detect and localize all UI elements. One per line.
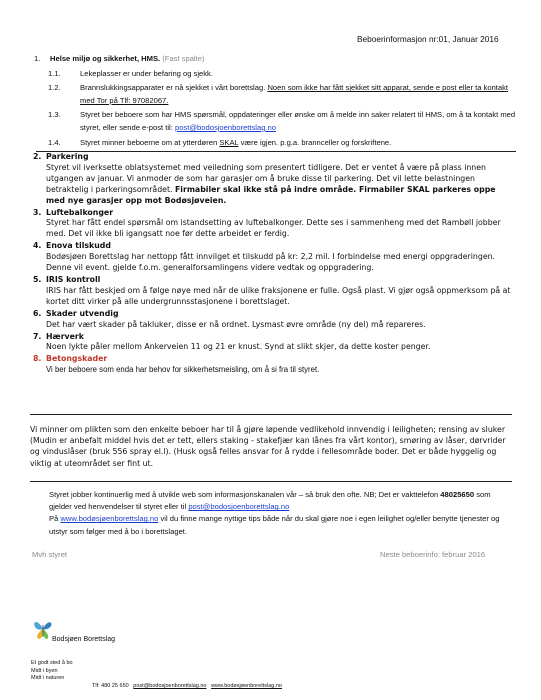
section-title: IRIS kontroll [46, 274, 101, 284]
section-body: Vi ber beboere som enda har behov for sikkerhetsmeisling, om å si fra til styret. [46, 365, 320, 375]
section-body: Styret har fått endel spørsmål om istandsetting av luftebalkonger. Dette ses i sammenheng med det Rambøll jobber med. Det vil ikke bli igangsatt noe før dette arbeidet er ferdig. [46, 218, 501, 239]
section-title: Luftebalkonger [46, 207, 114, 217]
section-body: Styret vil iverksette oblatsystemet med veiledning som presentert tidligere. Det er ventet å være på plass innen utgangen av januar. Vi anmoder de som har garasjer om å bruke disse til parkering. Det vil lette belastningen betraktelig i parkeringsområdet. [46, 162, 486, 194]
section-betongskader [30, 354, 513, 376]
newsletter-header: Beboerinformasjon nr:01, Januar 2016 [357, 34, 499, 44]
section-number: 7. [33, 331, 42, 341]
section-hms [30, 53, 516, 152]
section-number: 3. [33, 207, 42, 217]
section-title: Skader utvendig [46, 308, 119, 318]
section-body: Bodøsjøen Borettslag har nettopp fått innvilget et tilskudd på kr: 2,2 mil. I forbindelse med energi oppgraderingen. Denne vil event. gjelde f.o.m. generalforsamlingens videre vedtak og oppgradering. [46, 252, 496, 273]
item-underlined-text: Noen som ikke har fått sjekket sitt apparat, sende e post eller ta kontakt med Tor på Tlf: 97082067. [80, 83, 509, 105]
duty-phone: 48025650 [440, 490, 475, 499]
section-title: Parkering [46, 152, 89, 161]
section-number: 5. [33, 274, 42, 284]
section-title: Betongskader [46, 354, 108, 364]
section-body: Noen lykte påler mellom Ankerveien 11 og 21 er knust. Synd at slikt skjer, da dette koster penger. [46, 342, 431, 352]
hms-item-1-1 [30, 68, 516, 81]
section-note: (Fast spalte) [162, 54, 205, 63]
hms-item-1-3 [30, 109, 516, 134]
tagline-line: Midt i naturen [31, 675, 65, 682]
section-enova [30, 241, 513, 274]
closing-text: som gjelder ved henvendelser til styret eller til [49, 490, 491, 512]
next-issue: Neste beboerinfo: februar 2016 [380, 550, 486, 559]
divider [30, 414, 512, 415]
section-number: 4. [33, 241, 42, 251]
divider [30, 481, 512, 482]
section-haerverk [30, 332, 513, 354]
section-title: Enova tilskudd [46, 241, 111, 251]
butterfly-logo-icon [32, 615, 54, 643]
closing-paragraph [49, 489, 514, 538]
tagline-line: Midt i byen [31, 667, 58, 674]
signature: Mvh styret [32, 550, 68, 559]
section-title: Helse miljø og sikkerhet, HMS. [50, 54, 161, 63]
contact-email-link[interactable]: post@bodosjoenborettslag.no [133, 683, 207, 689]
website-link[interactable]: www.bodøsjøenborettslag.no [60, 514, 159, 524]
item-number: 1.1. [48, 68, 61, 78]
section-skader [30, 309, 513, 331]
section-number: 8. [33, 354, 42, 364]
section-luftebalkonger [30, 208, 513, 241]
section-number: 2. [33, 152, 42, 161]
email-link[interactable]: post@bodosjoenborettslag.no [188, 502, 290, 512]
section-body: IRIS har fått beskjed om å følge nøye med når de ulike fraksjonene er fulle. Også plast. Vi gjør også oppmerksom på at kortet ditt virker på alle undergrunnsstasjonene i borettslaget. [46, 285, 511, 306]
section-iris [30, 275, 513, 308]
maintenance-reminder: Vi minner om plikten som den enkelte beboer har til å gjøre løpende vedlikehold innvendig i leiligheten; rensing av sluker (Mudin er anbefalt middel hvis det er tett, ellers staking - stakefjær kan lånes fra vårt kontor), smøring av låser, dørvrider og vinduslåser (bruk 556 spray el.l). (Husk også felles ansvar for å rydde i fellesområde boder. Det er både hyggelig og viktig at uteområdet ser fint ut. [30, 425, 506, 468]
tagline-line: Et godt sted å bo [31, 660, 73, 666]
section-number: 1. [34, 54, 41, 63]
item-underlined-text: SKAL [219, 137, 239, 147]
item-text: Styret ber beboere som har HMS spørsmål, oppdateringer eller ønske om å melde inn saker relatert til HMS, om å ta kontakt med styret, eller sende e-post til: [80, 110, 516, 132]
closing-text: På [49, 514, 59, 524]
item-text: være igjen. p.g.a. brannceller og forskriftene. [240, 137, 392, 147]
item-text: Lekeplasser er under befaring og sjekk. [80, 68, 213, 78]
hms-item-1-2 [30, 82, 516, 107]
contact-website-link[interactable]: www.bodøsjøenborettslag.no [211, 683, 282, 689]
item-text: Styret minner beboerne om at ytterdøren [80, 137, 218, 147]
item-number: 1.3. [48, 110, 61, 120]
section-bold-notice: Firmabiler skal ikke stå på indre område. Firmabiler SKAL parkeres oppe med nye garasjer opp mot Bodøsjøveien. [46, 184, 496, 205]
closing-text: Styret jobber kontinuerlig med å utvikle web som informasjonskanalen vår – så bruk den ofte. NB; Det er vakttelefon [49, 490, 439, 499]
section-body: Det har vært skader på takluker, disse er nå ordnet. Lysmast øvre område (ny del) må repareres. [46, 319, 426, 329]
logo-name: Bodsjøen Borettslag [52, 636, 116, 643]
contact-phone: Tlf: 480 25 650 [92, 683, 129, 689]
item-text: Brannslukkingsapparater er nå sjekket i vårt borettslag. [80, 83, 266, 93]
contact-line [92, 683, 282, 689]
section-hms-heading [30, 53, 516, 66]
closing-text: vil du finne mange nyttige tips både når du skal gjøre noe i egen leilighet og/eller benytte tjenester og utstyr som følger med å bo i borettslaget. [49, 514, 500, 536]
tagline [31, 660, 73, 683]
item-number: 1.4. [48, 137, 61, 147]
numbered-sections [30, 152, 513, 377]
section-parkering [30, 152, 513, 207]
section-number: 6. [33, 308, 42, 318]
hms-item-1-4 [30, 137, 516, 150]
item-number: 1.2. [48, 83, 61, 93]
section-title: Hærverk [46, 331, 84, 341]
email-link[interactable]: post@bodosjoenborettslag.no [174, 122, 276, 132]
